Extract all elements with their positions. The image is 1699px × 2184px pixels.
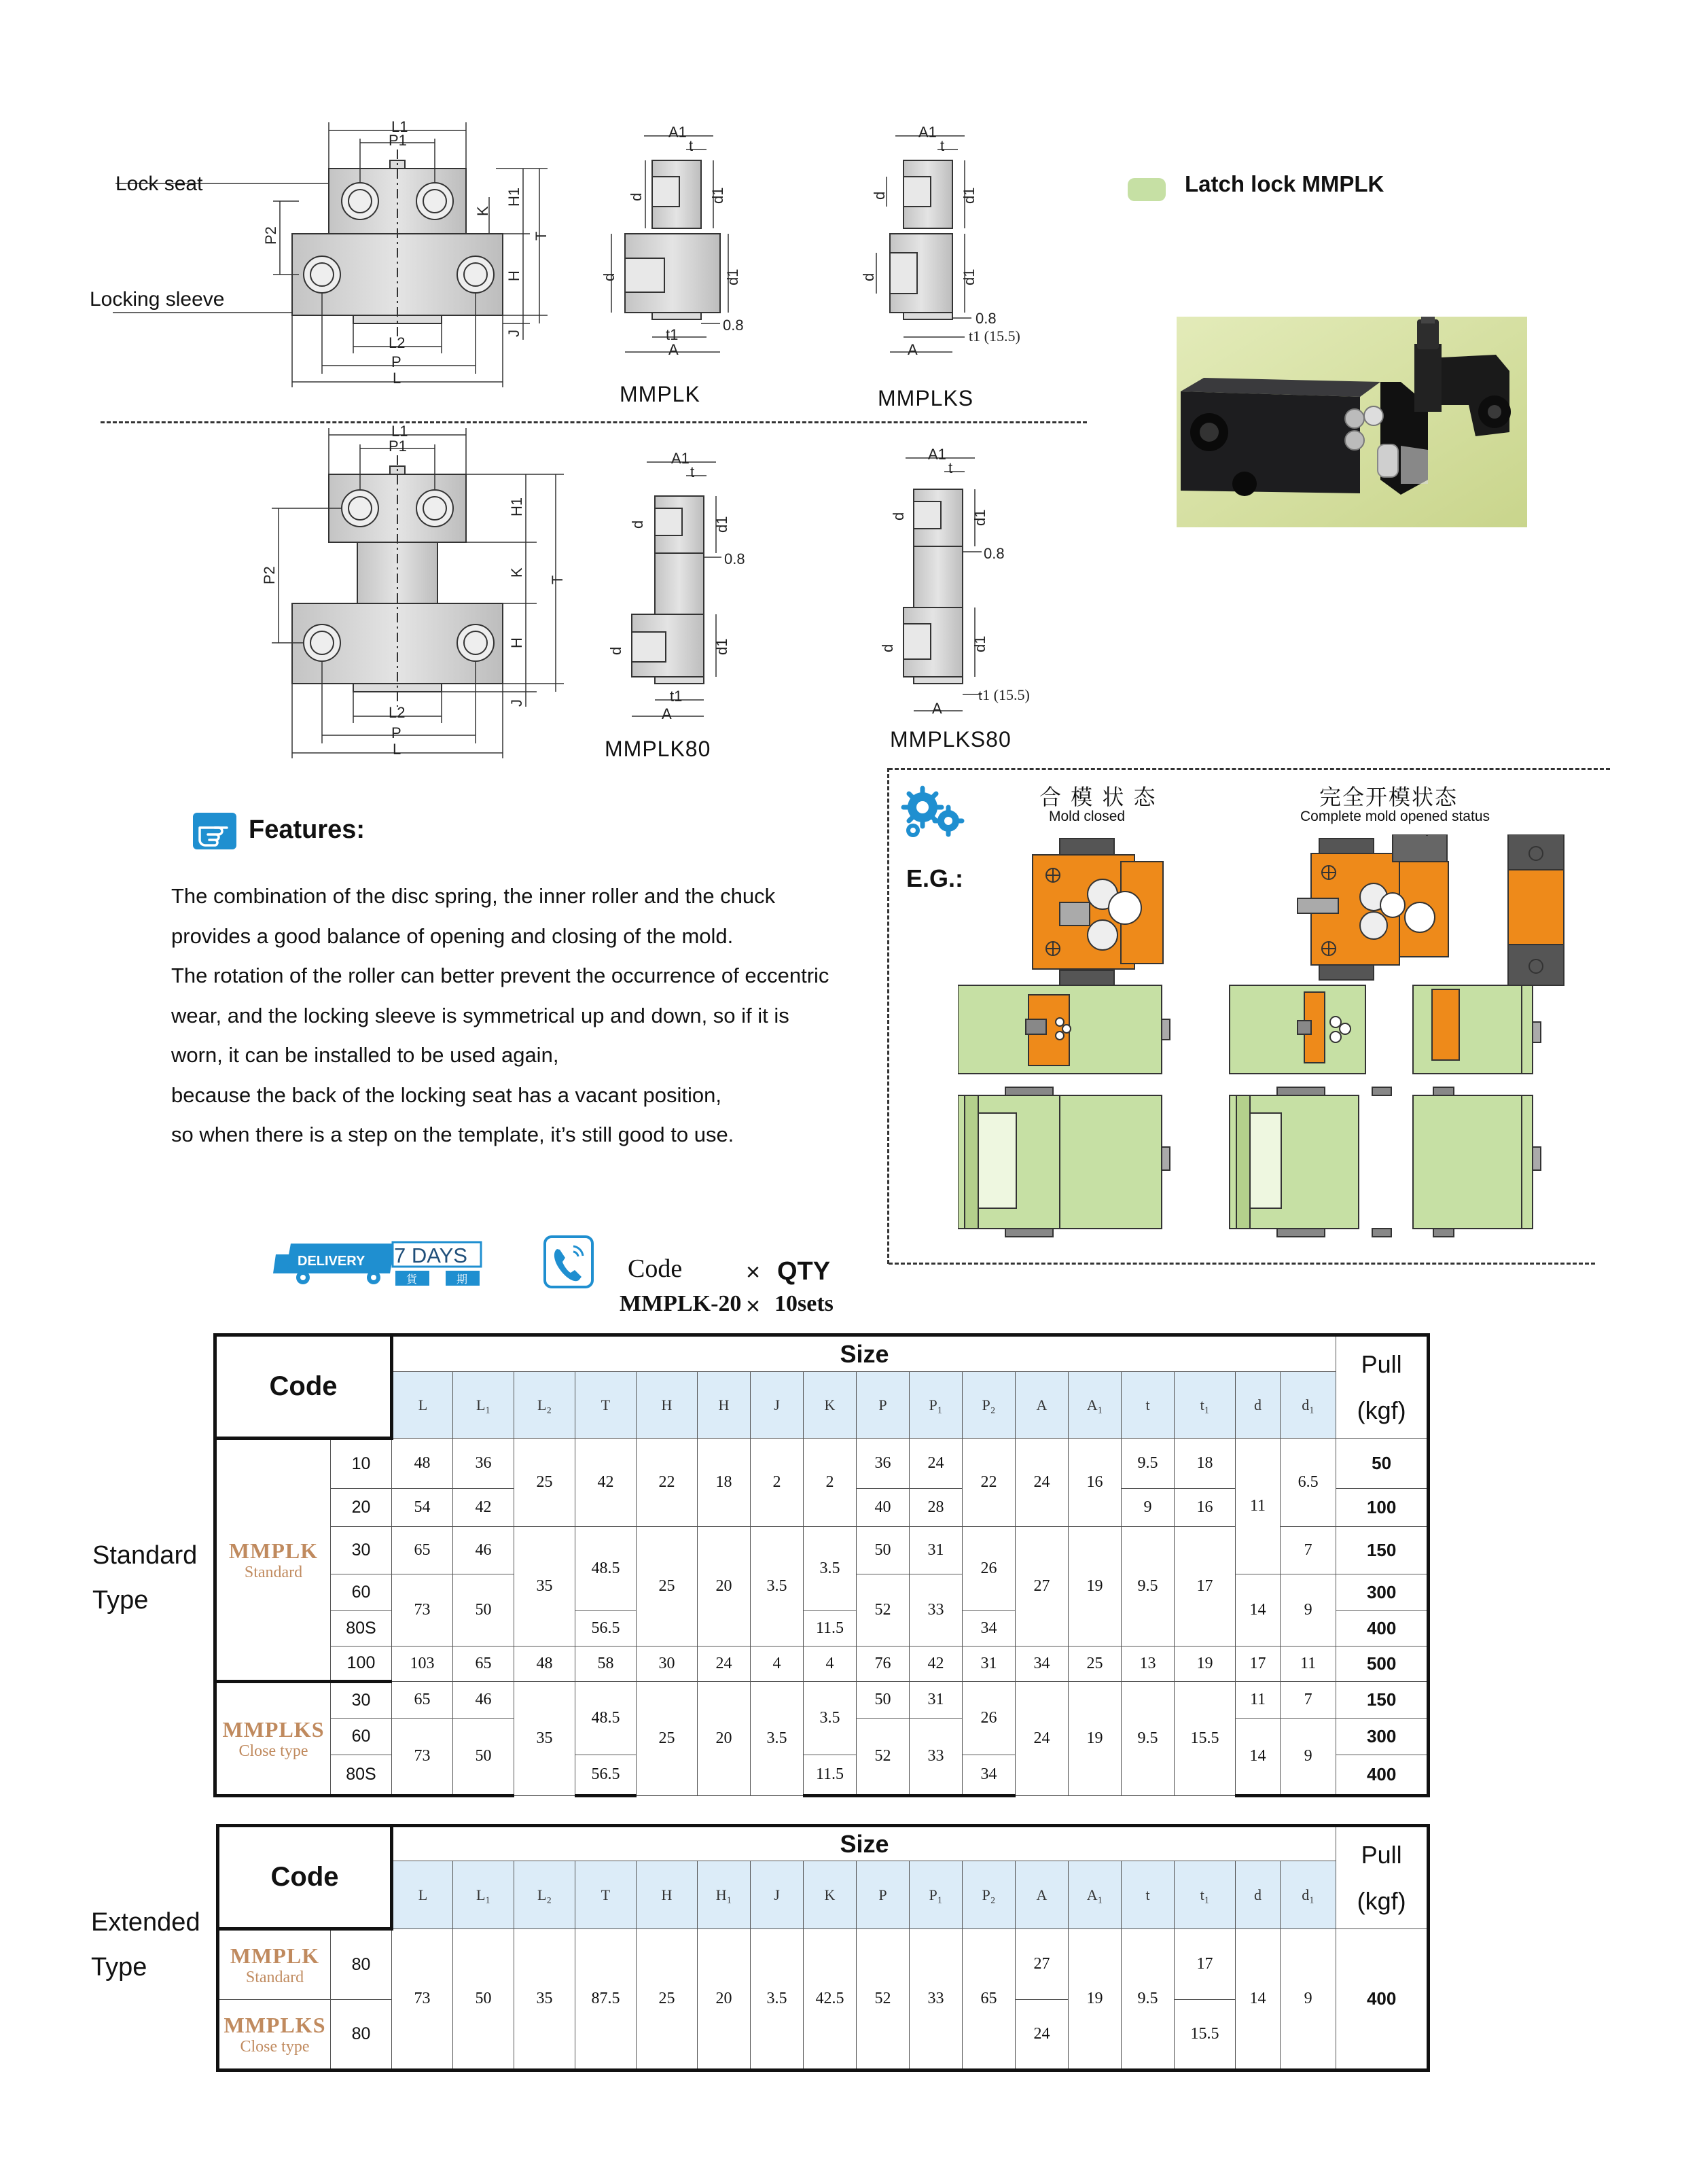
order-example-qty: 10sets	[774, 1291, 834, 1316]
pull-cell: 400	[1336, 1755, 1429, 1796]
table-cell: 20	[698, 1929, 751, 2071]
table-cell: 25	[1069, 1646, 1122, 1682]
dim-L2: L2	[389, 334, 406, 351]
dim-J: J	[508, 699, 525, 707]
hand-pointer-icon	[193, 813, 236, 849]
dim-d: d	[890, 512, 907, 521]
table-cell: 31	[910, 1527, 963, 1574]
dim-t: t	[948, 459, 953, 476]
size-cell: 60	[331, 1719, 392, 1755]
table-cell: 56.5	[575, 1755, 637, 1796]
table-cell: 7	[1281, 1682, 1336, 1719]
size-cell: 30	[331, 1682, 392, 1719]
col-header: T	[575, 1861, 637, 1929]
table-cell: 18	[1175, 1439, 1236, 1489]
table-cell: 17	[1236, 1646, 1281, 1682]
table-cell: 48.5	[575, 1527, 637, 1611]
table-cell: 65	[963, 1929, 1016, 2071]
col-header: t₁	[1175, 1861, 1236, 1929]
order-qty-label: QTY	[777, 1257, 831, 1286]
dim-P1: P1	[389, 438, 407, 455]
dim-gap: 0.8	[984, 545, 1005, 562]
delivery-days-cn1: 貨	[406, 1274, 418, 1286]
col-header: L₁	[453, 1372, 514, 1439]
dim-t1: t1	[666, 326, 679, 343]
order-code-label: Code	[628, 1254, 683, 1283]
pull-cell: 50	[1336, 1439, 1429, 1489]
extended-type-label: Extended Type	[91, 1908, 200, 1982]
table-cell: 33	[910, 1929, 963, 2071]
size-cell: 60	[331, 1574, 392, 1611]
table-cell: 7	[1281, 1527, 1336, 1574]
dim-gap: 0.8	[976, 310, 997, 327]
dim-A1: A1	[668, 124, 687, 141]
table-cell: 9.5	[1122, 1682, 1175, 1796]
features-text	[171, 877, 905, 1155]
table-cell: 4	[804, 1646, 857, 1682]
size-cell: 30	[331, 1527, 392, 1574]
table-cell: 48	[392, 1439, 453, 1489]
table-cell: 27	[1016, 1929, 1069, 2000]
delivery-label: DELIVERY	[298, 1254, 365, 1269]
mold-opened-cn: 完全开模状态	[1319, 784, 1459, 810]
col-header: L₂	[514, 1861, 575, 1929]
dim-H: H	[505, 270, 522, 281]
col-header: t	[1122, 1861, 1175, 1929]
table-cell: 73	[392, 1719, 453, 1796]
col-header: T	[575, 1372, 637, 1439]
product-title: Latch lock MMPLK	[1185, 171, 1384, 196]
dim-t1: t1	[670, 688, 683, 705]
dim-A: A	[662, 705, 672, 722]
pull-cell: 400	[1336, 1611, 1429, 1646]
dim-gap: 0.8	[723, 317, 744, 334]
label-locking-sleeve: Locking sleeve	[90, 288, 225, 311]
table-cell: 4	[751, 1646, 804, 1682]
table-cell: 40	[857, 1489, 910, 1527]
table-cell: 25	[637, 1682, 698, 1796]
table-cell: 87.5	[575, 1929, 637, 2071]
table-cell: 3.5	[751, 1682, 804, 1796]
col-header: H	[637, 1861, 698, 1929]
table-cell: 11.5	[804, 1611, 857, 1646]
dim-d1: d1	[709, 187, 726, 204]
table-cell: 27	[1016, 1527, 1069, 1646]
pull-cell: 400	[1336, 1929, 1429, 2071]
table-cell: 9	[1281, 1719, 1336, 1796]
table-cell: 9	[1281, 1574, 1336, 1646]
table-cell: 14	[1236, 1929, 1281, 2071]
table-cell: 31	[963, 1646, 1016, 1682]
table-cell: 3.5	[751, 1527, 804, 1646]
title-swatch	[1128, 178, 1166, 201]
table-cell: 14	[1236, 1719, 1281, 1796]
table-cell: 16	[1069, 1439, 1122, 1527]
dim-d1: d1	[961, 187, 978, 204]
dim-T: T	[533, 231, 550, 241]
dim-t1-alt: t1 (15.5)	[978, 686, 1030, 703]
dim-H1: H1	[505, 187, 522, 207]
standard-spec-table	[213, 1333, 1430, 1797]
phone-icon	[543, 1235, 594, 1288]
col-header: P₁	[910, 1372, 963, 1439]
table-cell: 18	[698, 1439, 751, 1527]
dim-K: K	[508, 567, 525, 578]
features-title: Features:	[249, 815, 365, 844]
table-cell: 58	[575, 1646, 637, 1682]
size-header: Size	[392, 1826, 1336, 1861]
feature-line: worn, it can be installed to be used again,	[171, 1043, 559, 1067]
eg-label: E.G.:	[906, 864, 964, 892]
size-cell: 80	[331, 2000, 392, 2071]
caption-mmplks80: MMPLKS80	[890, 727, 1012, 752]
dim-d: d	[629, 520, 646, 529]
table-cell: 42	[910, 1646, 963, 1682]
table-cell: 25	[514, 1439, 575, 1527]
divider-dashed	[101, 421, 1087, 423]
col-header: K	[804, 1372, 857, 1439]
table-cell: 19	[1069, 1682, 1122, 1796]
standard-type-label: Standard Type	[92, 1541, 198, 1615]
dim-H1: H1	[508, 497, 525, 516]
dim-A1: A1	[928, 446, 946, 463]
table-cell: 36	[453, 1439, 514, 1489]
table-cell: 3.5	[804, 1682, 857, 1755]
table-cell: 48.5	[575, 1682, 637, 1755]
dim-J: J	[505, 330, 522, 337]
caption-mmplks: MMPLKS	[878, 386, 974, 410]
table-cell: 46	[453, 1682, 514, 1719]
col-header: L₁	[453, 1861, 514, 1929]
table-cell: 50	[857, 1682, 910, 1719]
size-cell: 10	[331, 1439, 392, 1489]
example-border-bottom	[889, 1263, 1595, 1265]
table-cell: 24	[698, 1646, 751, 1682]
series-mmplks: MMPLKS Close type	[218, 2000, 331, 2071]
delivery-days-cn2: 期	[457, 1274, 468, 1286]
table-cell: 35	[514, 1682, 575, 1796]
table-cell: 42	[453, 1489, 514, 1527]
table-cell: 36	[857, 1439, 910, 1489]
table-cell: 73	[392, 1929, 453, 2071]
code-header: Code	[218, 1826, 392, 1929]
table-cell: 17	[1175, 1527, 1236, 1646]
table-cell: 9.5	[1122, 1929, 1175, 2071]
table-cell: 15.5	[1175, 1682, 1236, 1796]
dim-P: P	[391, 724, 401, 741]
dim-H: H	[508, 637, 525, 648]
dim-d: d	[879, 644, 896, 652]
dim-d1: d1	[724, 268, 741, 285]
table-cell: 19	[1069, 1929, 1122, 2071]
table-cell: 31	[910, 1682, 963, 1719]
dim-P2: P2	[262, 226, 279, 245]
table-cell: 42	[575, 1439, 637, 1527]
col-header: P₂	[963, 1861, 1016, 1929]
pull-cell: 100	[1336, 1489, 1429, 1527]
size-cell: 20	[331, 1489, 392, 1527]
table-cell: 30	[637, 1646, 698, 1682]
product-photo	[1177, 317, 1527, 527]
table-cell: 34	[963, 1755, 1016, 1796]
delivery-days: 7 DAYS	[394, 1244, 467, 1267]
table-cell: 20	[698, 1527, 751, 1646]
dim-d1: d1	[713, 638, 730, 655]
col-header: P₁	[910, 1861, 963, 1929]
col-header: L	[392, 1372, 453, 1439]
table-cell: 9.5	[1122, 1439, 1175, 1489]
dim-d: d	[607, 646, 624, 655]
table-cell: 24	[910, 1439, 963, 1489]
table-cell: 35	[514, 1527, 575, 1646]
table-cell: 50	[857, 1527, 910, 1574]
dim-d: d	[860, 272, 877, 281]
table-cell: 3.5	[804, 1527, 857, 1611]
table-cell: 24	[1016, 1439, 1069, 1527]
col-header: A₁	[1069, 1861, 1122, 1929]
table-cell: 11	[1281, 1646, 1336, 1682]
extended-spec-table	[216, 1824, 1430, 2072]
table-cell: 54	[392, 1489, 453, 1527]
dim-L1: L1	[391, 423, 408, 440]
table-cell: 16	[1175, 1489, 1236, 1527]
table-cell: 34	[1016, 1646, 1069, 1682]
table-cell: 50	[453, 1929, 514, 2071]
label-lock-seat: Lock seat	[115, 173, 203, 195]
mold-closed-cn: 合 模 状 态	[1039, 784, 1157, 810]
dim-d: d	[871, 191, 888, 200]
series-mmplk: MMPLK Standard	[215, 1439, 331, 1682]
pull-header: Pull (kgf)	[1336, 1335, 1429, 1439]
table-cell: 52	[857, 1574, 910, 1646]
table-cell: 65	[392, 1527, 453, 1574]
table-cell: 33	[910, 1719, 963, 1796]
dim-t: t	[690, 463, 695, 480]
table-cell: 9	[1122, 1489, 1175, 1527]
dim-d: d	[628, 192, 645, 201]
table-cell: 50	[453, 1574, 514, 1646]
table-cell: 42.5	[804, 1929, 857, 2071]
table-cell: 25	[637, 1527, 698, 1646]
caption-mmplk80: MMPLK80	[605, 737, 711, 761]
dim-d1: d1	[713, 516, 730, 533]
pull-cell: 150	[1336, 1527, 1429, 1574]
table-cell: 26	[963, 1682, 1016, 1755]
dim-L1: L1	[391, 118, 408, 135]
table-cell: 76	[857, 1646, 910, 1682]
col-header: t	[1122, 1372, 1175, 1439]
dim-d1: d1	[971, 635, 988, 652]
table-cell: 65	[453, 1646, 514, 1682]
size-header: Size	[392, 1335, 1336, 1372]
table-cell: 14	[1236, 1574, 1281, 1646]
size-cell: 80S	[331, 1755, 392, 1796]
table-cell: 24	[1016, 1682, 1069, 1796]
series-mmplks: MMPLKS Close type	[215, 1682, 331, 1796]
table-cell: 11	[1236, 1439, 1281, 1574]
mold-closed-en: Mold closed	[1049, 809, 1126, 824]
mold-opened-en: Complete mold opened status	[1300, 809, 1490, 824]
col-header: H	[698, 1372, 751, 1439]
col-header: d	[1236, 1372, 1281, 1439]
size-cell: 80	[331, 1929, 392, 2000]
col-header: d	[1236, 1861, 1281, 1929]
table-cell: 11.5	[804, 1755, 857, 1796]
size-cell: 80S	[331, 1611, 392, 1646]
table-cell: 103	[392, 1646, 453, 1682]
table-cell: 35	[514, 1929, 575, 2071]
table-cell: 52	[857, 1719, 910, 1796]
dim-L: L	[393, 370, 401, 387]
col-header: A	[1016, 1861, 1069, 1929]
table-cell: 73	[392, 1574, 453, 1646]
table-cell: 52	[857, 1929, 910, 2071]
table-cell: 22	[637, 1439, 698, 1527]
dim-A: A	[668, 341, 679, 358]
col-header: L₂	[514, 1372, 575, 1439]
table-cell: 19	[1175, 1646, 1236, 1682]
dim-A1: A1	[918, 124, 937, 141]
col-header: J	[751, 1861, 804, 1929]
dim-A1: A1	[671, 450, 690, 467]
table-cell: 33	[910, 1574, 963, 1646]
dim-t: t	[940, 137, 945, 154]
pull-cell: 300	[1336, 1574, 1429, 1611]
col-header: H₁	[698, 1861, 751, 1929]
order-example-code: MMPLK-20	[620, 1291, 742, 1316]
table-cell: 9.5	[1122, 1527, 1175, 1646]
col-header: L	[392, 1861, 453, 1929]
table-cell: 22	[963, 1439, 1016, 1527]
table-cell: 17	[1175, 1929, 1236, 2000]
table-cell: 25	[637, 1929, 698, 2071]
col-header: t₁	[1175, 1372, 1236, 1439]
feature-line: The combination of the disc spring, the inner roller and the chuck	[171, 884, 776, 908]
dim-gap: 0.8	[724, 550, 745, 567]
example-border-left	[887, 768, 889, 1264]
dim-L: L	[393, 741, 401, 758]
col-header: A₁	[1069, 1372, 1122, 1439]
dim-L2: L2	[389, 704, 406, 721]
table-cell: 19	[1069, 1527, 1122, 1646]
dim-t: t	[689, 137, 694, 154]
table-cell: 3.5	[751, 1929, 804, 2071]
col-header: P₂	[963, 1372, 1016, 1439]
table-cell: 20	[698, 1682, 751, 1796]
feature-line: wear, and the locking sleeve is symmetrical up and down, so if it is	[171, 1003, 789, 1027]
pull-cell: 500	[1336, 1646, 1429, 1682]
col-header: H	[637, 1372, 698, 1439]
col-header: K	[804, 1861, 857, 1929]
table-cell: 28	[910, 1489, 963, 1527]
table-cell: 65	[392, 1682, 453, 1719]
dim-d1: d1	[971, 509, 988, 526]
feature-line: provides a good balance of opening and closing of the mold.	[171, 923, 734, 948]
col-header: A	[1016, 1372, 1069, 1439]
dim-t1-alt: t1 (15.5)	[969, 328, 1020, 345]
table-cell: 6.5	[1281, 1439, 1336, 1527]
table-cell: 46	[453, 1527, 514, 1574]
dim-T: T	[549, 575, 566, 584]
series-mmplk: MMPLK Standard	[218, 1929, 331, 2000]
size-cell: 100	[331, 1646, 392, 1682]
dim-P2: P2	[261, 566, 278, 584]
table-cell: 56.5	[575, 1611, 637, 1646]
table-cell: 2	[751, 1439, 804, 1527]
caption-mmplk: MMPLK	[620, 382, 700, 406]
table-cell: 11	[1236, 1682, 1281, 1719]
dim-P: P	[391, 353, 401, 370]
col-header: P	[857, 1861, 910, 1929]
dim-A: A	[932, 700, 942, 717]
table-cell: 13	[1122, 1646, 1175, 1682]
pull-cell: 150	[1336, 1682, 1429, 1719]
dim-d: d	[601, 272, 618, 281]
dim-P1: P1	[389, 132, 407, 149]
feature-line: so when there is a step on the template, it’s still good to use.	[171, 1123, 734, 1146]
table-cell: 48	[514, 1646, 575, 1682]
example-border-top	[889, 768, 1610, 770]
dim-K: K	[474, 206, 491, 216]
order-times-2: ×	[746, 1292, 761, 1320]
feature-line: because the back of the locking seat has a vacant position,	[171, 1082, 721, 1107]
table-cell: 2	[804, 1439, 857, 1527]
order-times-1: ×	[746, 1258, 761, 1286]
table-cell: 26	[963, 1527, 1016, 1611]
delivery-truck-icon	[273, 1238, 484, 1287]
code-header: Code	[215, 1335, 392, 1439]
dim-d1: d1	[961, 268, 978, 285]
table-cell: 9	[1281, 1929, 1336, 2071]
col-header: P	[857, 1372, 910, 1439]
table-cell: 15.5	[1175, 2000, 1236, 2071]
col-header: d₁	[1281, 1861, 1336, 1929]
col-header: d₁	[1281, 1372, 1336, 1439]
pull-header: Pull (kgf)	[1336, 1826, 1429, 1929]
col-header: J	[751, 1372, 804, 1439]
table-cell: 24	[1016, 2000, 1069, 2071]
table-cell: 34	[963, 1611, 1016, 1646]
table-cell: 50	[453, 1719, 514, 1796]
gears-icon	[901, 786, 966, 841]
dim-A: A	[908, 341, 918, 358]
mold-diagrams	[958, 834, 1569, 1242]
feature-line: The rotation of the roller can better prevent the occurrence of eccentric	[171, 964, 829, 987]
pull-cell: 300	[1336, 1719, 1429, 1755]
